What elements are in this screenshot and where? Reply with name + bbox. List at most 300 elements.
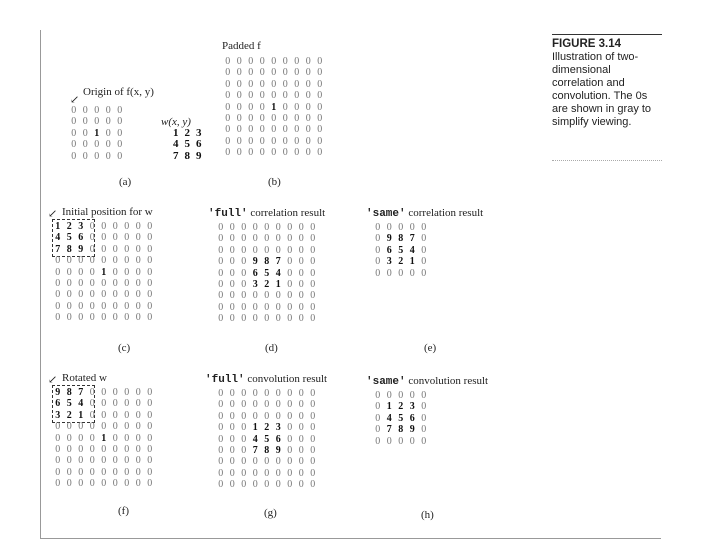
- figure-title: FIGURE 3.14: [552, 38, 622, 50]
- matrix-cell: 1: [386, 401, 392, 413]
- matrix-cell: 0: [409, 267, 415, 279]
- matrix-cell: 0: [124, 289, 130, 301]
- matrix-cell: 0: [124, 221, 130, 232]
- matrix-cell: 0: [135, 455, 141, 467]
- matrix-cell: 0: [264, 456, 270, 468]
- matrix-cell: 0: [66, 455, 72, 467]
- matrix-cell: 0: [271, 67, 277, 79]
- matrix-cell: 6: [409, 412, 415, 424]
- matrix-cell: 0: [305, 90, 311, 102]
- matrix-row: [52, 289, 156, 300]
- matrix-row: [215, 233, 319, 244]
- matrix-cell: 0: [124, 432, 130, 444]
- matrix-cell: 0: [259, 90, 265, 102]
- matrix-cell: 0: [225, 78, 231, 90]
- matrix-cell: 0: [112, 466, 118, 478]
- matrix-cell: 0: [112, 289, 118, 301]
- matrix-cell: 0: [294, 67, 300, 79]
- matrix-cell: 0: [375, 424, 381, 436]
- matrix-cell: 4: [78, 398, 84, 410]
- full-convolution-label: 'full' convolution result: [205, 373, 328, 386]
- matrix-cell: 0: [294, 124, 300, 136]
- matrix-cell: 0: [264, 313, 270, 325]
- matrix-row: [222, 67, 326, 78]
- matrix-cell: 0: [298, 479, 304, 491]
- matrix-cell: 0: [229, 422, 235, 434]
- matrix-cell: 0: [101, 466, 107, 478]
- matrix-cell: 0: [66, 278, 72, 290]
- matrix-cell: 0: [147, 278, 153, 290]
- matrix-cell: 1: [101, 432, 107, 444]
- matrix-cell: 0: [264, 233, 270, 245]
- matrix-cell: 5: [264, 433, 270, 445]
- matrix-cell: 0: [241, 456, 247, 468]
- matrix-cell: 0: [310, 456, 316, 468]
- matrix-cell: 0: [298, 410, 304, 422]
- matrix-cell: 0: [236, 90, 242, 102]
- origin-label: Origin of f(x, y): [83, 86, 154, 98]
- matrix-cell: 0: [55, 278, 61, 290]
- matrix-cell: 3: [196, 127, 202, 139]
- matrix-cell: 0: [282, 101, 288, 113]
- matrix-cell: 0: [287, 456, 293, 468]
- rotated-w-label: Rotated w: [62, 372, 107, 384]
- matrix-cell: 0: [82, 127, 88, 139]
- matrix-cell: 0: [294, 56, 300, 67]
- matrix-cell: 0: [225, 90, 231, 102]
- matrix-cell: 0: [409, 222, 415, 233]
- matrix-cell: 0: [218, 222, 224, 233]
- matrix-cell: 0: [218, 422, 224, 434]
- matrix-cell: 0: [317, 124, 323, 136]
- matrix-cell: 0: [236, 135, 242, 147]
- matrix-cell: 6: [196, 138, 202, 151]
- matrix-cell: 0: [225, 147, 231, 159]
- matrix-row: [215, 256, 319, 267]
- matrix-cell: 0: [124, 387, 130, 398]
- matrix-cell: 0: [225, 67, 231, 79]
- matrix-cell: 0: [259, 113, 265, 125]
- matrix-cell: 0: [55, 300, 61, 312]
- matrix-row: [215, 479, 319, 490]
- matrix-cell: 0: [398, 267, 404, 279]
- matrix-row: [372, 222, 430, 233]
- matrix-cell: 2: [398, 256, 404, 268]
- matrix-cell: 0: [282, 67, 288, 79]
- matrix-cell: 0: [259, 101, 265, 113]
- matrix-row: [52, 301, 156, 312]
- matrix-row: [372, 245, 430, 256]
- matrix-cell: 9: [409, 424, 415, 436]
- matrix-cell: 0: [248, 135, 254, 147]
- matrix-cell: 0: [124, 398, 130, 410]
- matrix-row: [68, 139, 126, 150]
- matrix-row: [222, 136, 326, 147]
- matrix-cell: 0: [375, 244, 381, 256]
- matrix-cell: 0: [55, 312, 61, 324]
- matrix-cell: 0: [105, 150, 111, 162]
- matrix-cell: 0: [375, 401, 381, 413]
- matrix-cell: 0: [294, 101, 300, 113]
- matrix-cell: 0: [287, 313, 293, 325]
- matrix-cell: 0: [218, 445, 224, 457]
- matrix-cell: 0: [225, 135, 231, 147]
- matrix-cell: 0: [398, 435, 404, 447]
- matrix-row: [215, 399, 319, 410]
- matrix-cell: 0: [375, 390, 381, 401]
- matrix-cell: 0: [112, 255, 118, 267]
- matrix-row: [170, 151, 205, 162]
- matrix-cell: 0: [252, 410, 258, 422]
- matrix-cell: 7: [275, 256, 281, 268]
- matrix-cell: 0: [147, 478, 153, 490]
- matrix-cell: 4: [252, 433, 258, 445]
- matrix-cell: 0: [117, 116, 123, 128]
- matrix-cell: 0: [287, 433, 293, 445]
- matrix-row: [372, 401, 430, 412]
- matrix-cell: 0: [89, 289, 95, 301]
- matrix-cell: 0: [89, 232, 95, 244]
- matrix-cell: 8: [398, 233, 404, 245]
- matrix-cell: 0: [218, 279, 224, 291]
- matrix-cell: 0: [78, 300, 84, 312]
- matrix-cell: 8: [66, 243, 72, 255]
- matrix-cell: 0: [229, 313, 235, 325]
- matrix-cell: 0: [298, 290, 304, 302]
- matrix-cell: 0: [264, 399, 270, 411]
- matrix-cell: 0: [275, 233, 281, 245]
- matrix-cell: 0: [248, 90, 254, 102]
- matrix-cell: 0: [229, 222, 235, 233]
- matrix-cell: 0: [78, 444, 84, 456]
- caption-c: (c): [118, 342, 131, 354]
- matrix-cell: 0: [252, 479, 258, 491]
- matrix-cell: 0: [271, 135, 277, 147]
- matrix-cell: 0: [94, 105, 100, 116]
- matrix-cell: 0: [305, 78, 311, 90]
- matrix-cell: 0: [305, 147, 311, 159]
- matrix-cell: 3: [55, 409, 61, 421]
- matrix-cell: 0: [305, 67, 311, 79]
- matrix-cell: 1: [271, 101, 277, 113]
- matrix-cell: 0: [101, 478, 107, 490]
- matrix-cell: 0: [112, 421, 118, 433]
- matrix-row: [52, 312, 156, 323]
- matrix-cell: 1: [275, 279, 281, 291]
- matrix-cell: 0: [236, 56, 242, 67]
- matrix-cell: 0: [105, 139, 111, 151]
- matrix-cell: 0: [310, 388, 316, 399]
- matrix-cell: 0: [229, 256, 235, 268]
- matrix-cell: 0: [218, 399, 224, 411]
- matrix-f: [68, 105, 126, 162]
- matrix-cell: 1: [94, 127, 100, 139]
- matrix-cell: 0: [105, 105, 111, 116]
- matrix-cell: 0: [248, 67, 254, 79]
- matrix-cell: 3: [386, 256, 392, 268]
- matrix-cell: 0: [218, 388, 224, 399]
- matrix-row: [215, 422, 319, 433]
- matrix-row: [68, 105, 126, 116]
- matrix-cell: 0: [287, 479, 293, 491]
- caption-h: (h): [421, 509, 434, 521]
- matrix-cell: 4: [55, 232, 61, 244]
- matrix-cell: 0: [66, 421, 72, 433]
- matrix-cell: 0: [225, 101, 231, 113]
- matrix-cell: 0: [218, 244, 224, 256]
- matrix-cell: 0: [294, 90, 300, 102]
- matrix-cell: 2: [264, 279, 270, 291]
- matrix-cell: 0: [236, 124, 242, 136]
- matrix-cell: 0: [287, 290, 293, 302]
- matrix-cell: 0: [55, 255, 61, 267]
- matrix-cell: 0: [398, 390, 404, 401]
- matrix-cell: 0: [248, 147, 254, 159]
- matrix-cell: 0: [271, 147, 277, 159]
- matrix-cell: 0: [101, 255, 107, 267]
- matrix-cell: 0: [218, 267, 224, 279]
- matrix-cell: 0: [264, 222, 270, 233]
- matrix-cell: 0: [282, 124, 288, 136]
- matrix-cell: 8: [398, 424, 404, 436]
- matrix-cell: 0: [135, 478, 141, 490]
- matrix-row: [372, 436, 430, 447]
- matrix-cell: 0: [310, 313, 316, 325]
- caption-a: (a): [119, 176, 132, 188]
- matrix-full-convolution: [215, 388, 319, 491]
- matrix-cell: 0: [135, 312, 141, 324]
- matrix-cell: 0: [112, 312, 118, 324]
- matrix-cell: 0: [89, 466, 95, 478]
- matrix-cell: 0: [241, 467, 247, 479]
- matrix-cell: 5: [264, 267, 270, 279]
- matrix-row: [52, 255, 156, 266]
- matrix-cell: 0: [386, 390, 392, 401]
- matrix-cell: 0: [298, 233, 304, 245]
- matrix-cell: 0: [310, 433, 316, 445]
- matrix-cell: 0: [229, 456, 235, 468]
- matrix-cell: 0: [298, 456, 304, 468]
- matrix-row: [372, 268, 430, 279]
- matrix-cell: 9: [252, 256, 258, 268]
- matrix-cell: 1: [55, 221, 61, 232]
- matrix-cell: 0: [135, 466, 141, 478]
- matrix-cell: 0: [287, 445, 293, 457]
- matrix-cell: 0: [310, 467, 316, 479]
- matrix-cell: 0: [112, 387, 118, 398]
- matrix-cell: 0: [89, 478, 95, 490]
- matrix-cell: 0: [89, 455, 95, 467]
- matrix-cell: 0: [66, 300, 72, 312]
- matrix-cell: 0: [287, 388, 293, 399]
- padded-label: Padded f: [222, 40, 261, 52]
- matrix-cell: 0: [147, 455, 153, 467]
- matrix-cell: 0: [78, 278, 84, 290]
- matrix-cell: 0: [310, 422, 316, 434]
- matrix-cell: 0: [375, 222, 381, 233]
- initial-position-label: Initial position for w: [62, 206, 153, 218]
- matrix-cell: 5: [66, 398, 72, 410]
- matrix-cell: 0: [305, 113, 311, 125]
- matrix-cell: 0: [317, 147, 323, 159]
- matrix-cell: 0: [275, 388, 281, 399]
- figure-caption: [552, 38, 662, 129]
- matrix-cell: 5: [184, 138, 190, 151]
- matrix-cell: 0: [275, 456, 281, 468]
- matrix-cell: 0: [421, 222, 427, 233]
- matrix-cell: 0: [218, 313, 224, 325]
- matrix-cell: 0: [421, 435, 427, 447]
- matrix-row: [215, 279, 319, 290]
- matrix-row: [52, 244, 156, 255]
- matrix-row: [222, 147, 326, 158]
- matrix-cell: 0: [298, 388, 304, 399]
- matrix-row: [222, 79, 326, 90]
- matrix-cell: 0: [421, 412, 427, 424]
- matrix-cell: 0: [310, 290, 316, 302]
- matrix-cell: 0: [271, 90, 277, 102]
- matrix-cell: 0: [147, 300, 153, 312]
- matrix-cell: 0: [421, 233, 427, 245]
- matrix-row: [52, 467, 156, 478]
- matrix-cell: 0: [78, 421, 84, 433]
- same-correlation-label: 'same' correlation result: [366, 207, 484, 220]
- matrix-cell: 0: [135, 421, 141, 433]
- initial-arrow-icon: ↙: [48, 208, 58, 220]
- matrix-cell: 0: [82, 116, 88, 128]
- matrix-cell: 0: [271, 78, 277, 90]
- matrix-cell: 0: [147, 232, 153, 244]
- matrix-cell: 0: [225, 113, 231, 125]
- matrix-row: [215, 313, 319, 324]
- matrix-row: [372, 390, 430, 401]
- matrix-cell: 6: [252, 267, 258, 279]
- matrix-cell: 0: [241, 422, 247, 434]
- matrix-cell: 0: [409, 435, 415, 447]
- matrix-cell: 0: [101, 289, 107, 301]
- matrix-cell: 0: [225, 124, 231, 136]
- matrix-cell: 0: [55, 444, 61, 456]
- matrix-cell: 0: [282, 147, 288, 159]
- matrix-row: [222, 56, 326, 67]
- matrix-cell: 0: [259, 78, 265, 90]
- matrix-cell: 0: [287, 222, 293, 233]
- matrix-cell: 0: [310, 233, 316, 245]
- matrix-cell: 0: [275, 290, 281, 302]
- matrix-cell: 0: [317, 78, 323, 90]
- matrix-cell: 0: [236, 101, 242, 113]
- matrix-row: [215, 434, 319, 445]
- caption-d: (d): [265, 342, 278, 354]
- matrix-cell: 0: [101, 387, 107, 398]
- matrix-cell: 0: [105, 116, 111, 128]
- matrix-cell: 2: [66, 221, 72, 232]
- matrix-cell: 0: [264, 467, 270, 479]
- matrix-cell: 0: [241, 267, 247, 279]
- matrix-cell: 0: [55, 432, 61, 444]
- same-convolution-label: 'same' convolution result: [366, 375, 489, 388]
- matrix-cell: 0: [275, 399, 281, 411]
- matrix-cell: 2: [398, 401, 404, 413]
- matrix-cell: 0: [229, 267, 235, 279]
- matrix-same-convolution: [372, 390, 430, 447]
- matrix-cell: 0: [252, 244, 258, 256]
- matrix-cell: 0: [310, 445, 316, 457]
- matrix-cell: 0: [305, 101, 311, 113]
- matrix-cell: 0: [124, 466, 130, 478]
- matrix-cell: 8: [264, 256, 270, 268]
- matrix-cell: 0: [229, 399, 235, 411]
- matrix-cell: 0: [135, 243, 141, 255]
- matrix-cell: 0: [287, 267, 293, 279]
- matrix-cell: 0: [421, 267, 427, 279]
- matrix-cell: 0: [287, 233, 293, 245]
- matrix-cell: 0: [147, 466, 153, 478]
- caption-bottom-rule: [552, 160, 662, 161]
- matrix-cell: 0: [310, 256, 316, 268]
- matrix-cell: 0: [124, 312, 130, 324]
- matrix-cell: 0: [66, 478, 72, 490]
- matrix-cell: 0: [124, 478, 130, 490]
- matrix-cell: 8: [264, 445, 270, 457]
- matrix-cell: 0: [112, 409, 118, 421]
- matrix-cell: 9: [196, 149, 202, 162]
- matrix-rotated-w: [52, 387, 156, 490]
- matrix-cell: 0: [117, 105, 123, 116]
- matrix-cell: 0: [271, 56, 277, 67]
- matrix-cell: 0: [147, 398, 153, 410]
- matrix-cell: 0: [135, 289, 141, 301]
- matrix-cell: 0: [89, 221, 95, 232]
- matrix-cell: 0: [310, 267, 316, 279]
- matrix-cell: 0: [287, 256, 293, 268]
- matrix-cell: 0: [218, 256, 224, 268]
- matrix-cell: 0: [218, 456, 224, 468]
- matrix-cell: 0: [264, 290, 270, 302]
- matrix-cell: 0: [229, 433, 235, 445]
- matrix-row: [372, 413, 430, 424]
- matrix-cell: 0: [66, 312, 72, 324]
- matrix-row: [372, 424, 430, 435]
- matrix-initial-position: [52, 221, 156, 324]
- matrix-cell: 0: [259, 147, 265, 159]
- matrix-cell: 0: [78, 432, 84, 444]
- matrix-row: [52, 433, 156, 444]
- matrix-cell: 0: [248, 78, 254, 90]
- matrix-cell: 3: [275, 422, 281, 434]
- matrix-cell: 0: [135, 409, 141, 421]
- matrix-cell: 0: [71, 116, 77, 128]
- matrix-cell: 0: [147, 221, 153, 232]
- matrix-cell: 7: [386, 424, 392, 436]
- matrix-cell: 5: [398, 244, 404, 256]
- matrix-cell: 0: [229, 445, 235, 457]
- matrix-cell: 0: [147, 444, 153, 456]
- matrix-cell: 0: [241, 313, 247, 325]
- matrix-cell: 0: [55, 478, 61, 490]
- matrix-row: [52, 267, 156, 278]
- matrix-row: [68, 151, 126, 162]
- matrix-cell: 0: [264, 479, 270, 491]
- matrix-cell: 0: [298, 422, 304, 434]
- matrix-cell: 0: [294, 78, 300, 90]
- matrix-cell: 0: [294, 135, 300, 147]
- matrix-cell: 0: [264, 301, 270, 313]
- matrix-row: [52, 444, 156, 455]
- matrix-cell: 0: [409, 390, 415, 401]
- matrix-cell: 6: [55, 398, 61, 410]
- matrix-cell: 0: [375, 233, 381, 245]
